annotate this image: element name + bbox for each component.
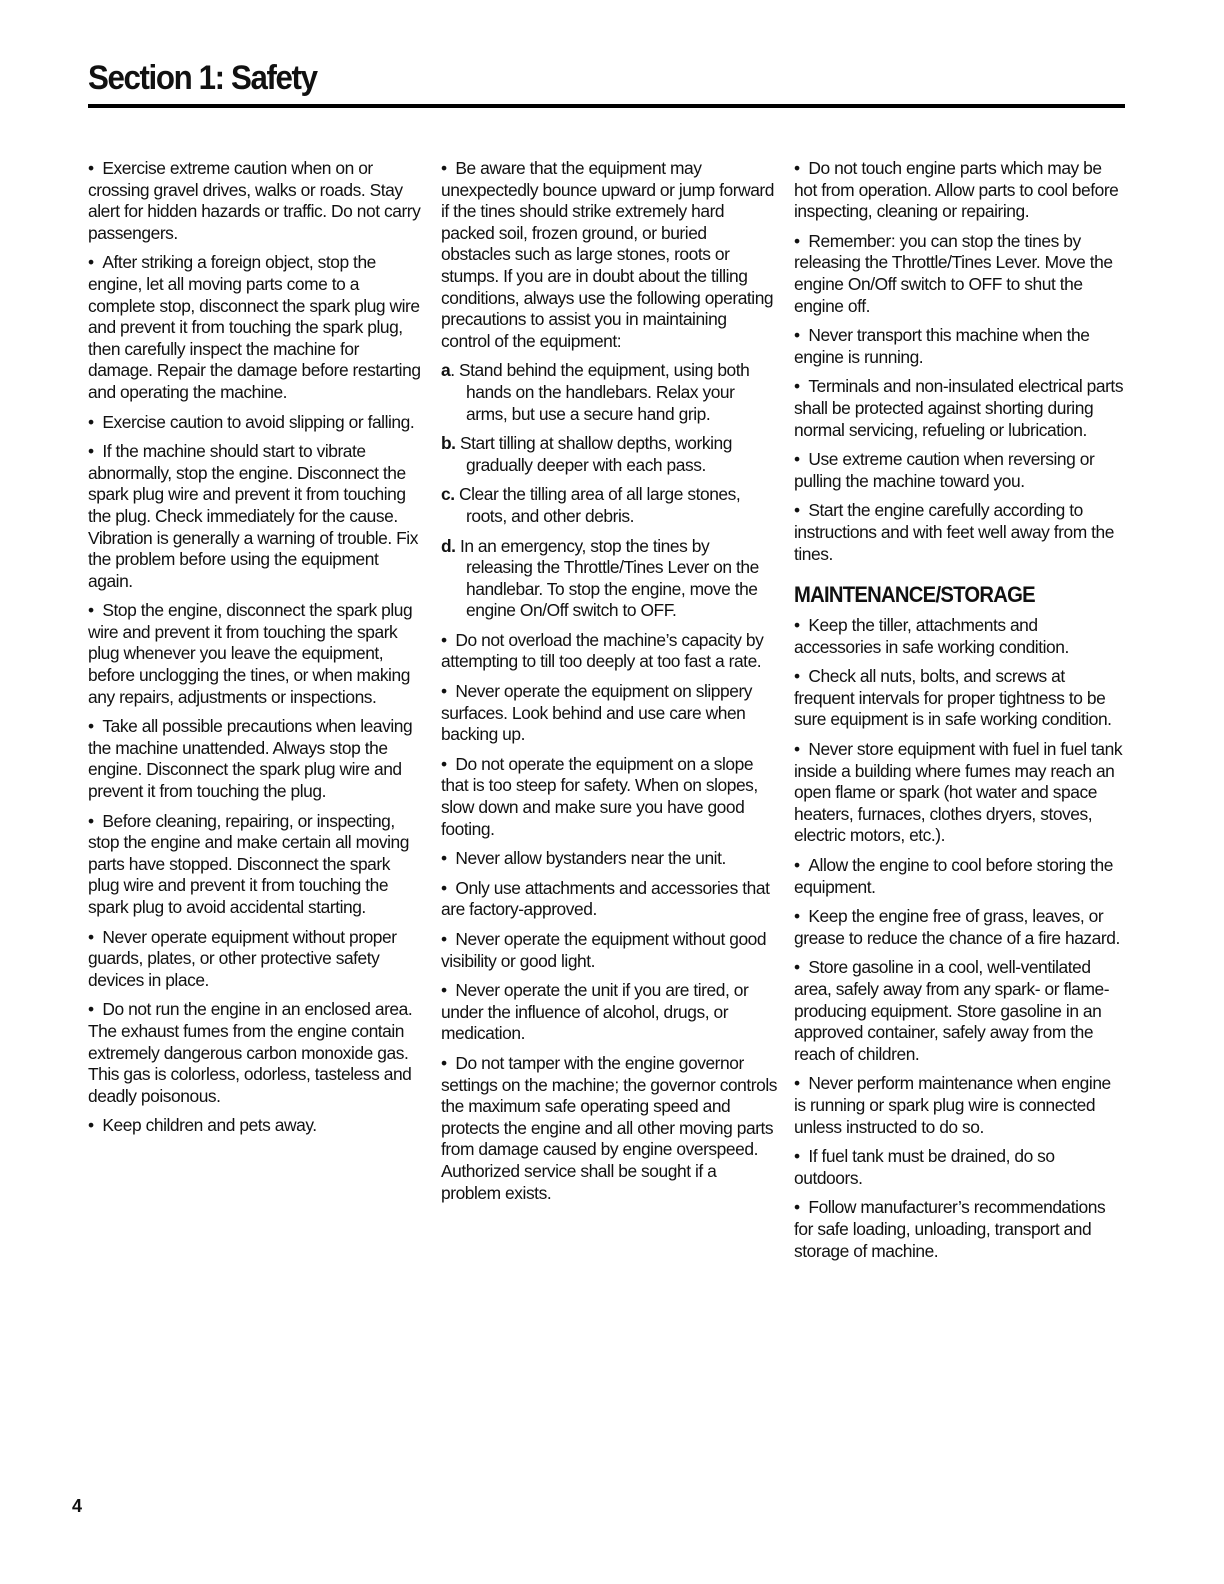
list-item: • Exercise caution to avoid slipping or falling. bbox=[88, 412, 424, 434]
list-item: • Remember: you can stop the tines by releasing the Throttle/Tines Lever. Move the engine On/Off switch to OFF to shut the engine off. bbox=[794, 231, 1126, 317]
list-item: • Allow the engine to cool before storing the equipment. bbox=[794, 855, 1126, 898]
list-item: • After striking a foreign object, stop the engine, let all moving parts come to a complete stop, disconnect the spark plug wire and prevent it from touching the spark plug, then carefully inspect the machine for damage. Repair the damage before restarting and operating the machine. bbox=[88, 252, 424, 403]
list-item: • If the machine should start to vibrate abnormally, stop the engine. Disconnect the spark plug wire and prevent it from touching the plug. Check immediately for the cause. Vibration is generally a warning of trouble. Fix the problem before using the equipment again. bbox=[88, 441, 424, 592]
list-item: • Keep the tiller, attachments and accessories in safe working condition. bbox=[794, 615, 1126, 658]
title-rule bbox=[88, 104, 1125, 108]
list-item: • Never allow bystanders near the unit. bbox=[441, 848, 777, 870]
list-item: • Before cleaning, repairing, or inspecting, stop the engine and make certain all moving parts have stopped. Disconnect the spark plug wire and prevent it from touching the spark plug to avoid accidental starting. bbox=[88, 811, 424, 919]
list-item: • Store gasoline in a cool, well-ventilated area, safely away from any spark- or flame-producing equipment. Store gasoline in an approved container, safely away from the reach of children. bbox=[794, 957, 1126, 1065]
list-item: • Only use attachments and accessories that are factory-approved. bbox=[441, 878, 777, 921]
list-item: • Never perform maintenance when engine is running or spark plug wire is connected unless instructed to do so. bbox=[794, 1073, 1126, 1138]
list-item: • Exercise extreme caution when on or crossing gravel drives, walks or roads. Stay alert for hidden hazards or traffic. Do not carry passengers. bbox=[88, 158, 424, 244]
list-item: • Never store equipment with fuel in fuel tank inside a building where fumes may reach an open flame or spark (hot water and space heaters, furnaces, clothes dryers, stoves, electric motors, etc.). bbox=[794, 739, 1126, 847]
column-2 bbox=[441, 158, 777, 1212]
list-item: • If fuel tank must be drained, do so outdoors. bbox=[794, 1146, 1126, 1189]
step-a bbox=[441, 360, 777, 425]
step-letter: d. bbox=[441, 535, 456, 556]
column-3 bbox=[794, 158, 1126, 1270]
maintenance-heading: MAINTENANCE/STORAGE bbox=[794, 582, 1035, 608]
list-item: • Do not run the engine in an enclosed area. The exhaust fumes from the engine contain extremely dangerous carbon monoxide gas. This gas is colorless, odorless, tasteless and deadly poisonous. bbox=[88, 999, 424, 1107]
list-item: • Never operate the unit if you are tired, or under the influence of alcohol, drugs, or medication. bbox=[441, 980, 777, 1045]
column-1 bbox=[88, 158, 424, 1145]
step-letter: a bbox=[441, 360, 451, 381]
step-text: . Stand behind the equipment, using both hands on the handlebars. Relax your arms, but use a secure hand grip. bbox=[450, 360, 750, 424]
list-item: • Do not operate the equipment on a slope that is too steep for safety. When on slopes, slow down and make sure you have good footing. bbox=[441, 754, 777, 840]
step-letter: b. bbox=[441, 433, 456, 454]
list-item: • Do not overload the machine’s capacity by attempting to till too deeply at too fast a rate. bbox=[441, 630, 777, 673]
page-number: 4 bbox=[72, 1496, 83, 1516]
step-text: Clear the tilling area of all large stones, roots, and other debris. bbox=[454, 484, 741, 526]
list-item: • Start the engine carefully according to instructions and with feet well away from the tines. bbox=[794, 500, 1126, 565]
step-text: Start tilling at shallow depths, working gradually deeper with each pass. bbox=[455, 433, 732, 475]
list-item: • Use extreme caution when reversing or pulling the machine toward you. bbox=[794, 449, 1126, 492]
step-letter: c. bbox=[441, 484, 455, 505]
step-d bbox=[441, 536, 777, 622]
step-text: In an emergency, stop the tines by releasing the Throttle/Tines Lever on the handlebar. To stop the engine, move the engine On/Off switch to OFF. bbox=[455, 535, 759, 621]
step-b bbox=[441, 433, 777, 476]
list-item: • Check all nuts, bolts, and screws at frequent intervals for proper tightness to be sure equipment is in safe working condition. bbox=[794, 666, 1126, 731]
list-item: • Do not touch engine parts which may be hot from operation. Allow parts to cool before inspecting, cleaning or repairing. bbox=[794, 158, 1126, 223]
page-title: Section 1: Safety bbox=[88, 59, 317, 97]
list-item: • Keep the engine free of grass, leaves, or grease to reduce the chance of a fire hazard. bbox=[794, 906, 1126, 949]
step-c bbox=[441, 484, 777, 527]
list-item: • Terminals and non-insulated electrical parts shall be protected against shorting during normal servicing, refueling or lubrication. bbox=[794, 376, 1126, 441]
list-item: • Never operate equipment without proper guards, plates, or other protective safety devices in place. bbox=[88, 927, 424, 992]
list-item: • Be aware that the equipment may unexpectedly bounce upward or jump forward if the tines should strike extremely hard packed soil, frozen ground, or buried obstacles such as large stones, roots or stumps. If you are in doubt about the tilling conditions, always use the following operating precautions to assist you in maintaining control of the equipment: bbox=[441, 158, 777, 352]
list-item: • Take all possible precautions when leaving the machine unattended. Always stop the engine. Disconnect the spark plug wire and prevent it from touching the plug. bbox=[88, 716, 424, 802]
list-item: • Stop the engine, disconnect the spark plug wire and prevent it from touching the spark plug whenever you leave the equipment, before unclogging the tines, or when making any repairs, adjustments or inspections. bbox=[88, 600, 424, 708]
list-item: • Follow manufacturer’s recommendations for safe loading, unloading, transport and storage of machine. bbox=[794, 1197, 1126, 1262]
list-item: • Never transport this machine when the engine is running. bbox=[794, 325, 1126, 368]
list-item: • Keep children and pets away. bbox=[88, 1115, 424, 1137]
list-item: • Never operate the equipment on slippery surfaces. Look behind and use care when backing up. bbox=[441, 681, 777, 746]
list-item: • Do not tamper with the engine governor settings on the machine; the governor controls the maximum safe operating speed and protects the engine and all other moving parts from damage caused by engine overspeed. Authorized service shall be sought if a problem exists. bbox=[441, 1053, 777, 1204]
list-item: • Never operate the equipment without good visibility or good light. bbox=[441, 929, 777, 972]
